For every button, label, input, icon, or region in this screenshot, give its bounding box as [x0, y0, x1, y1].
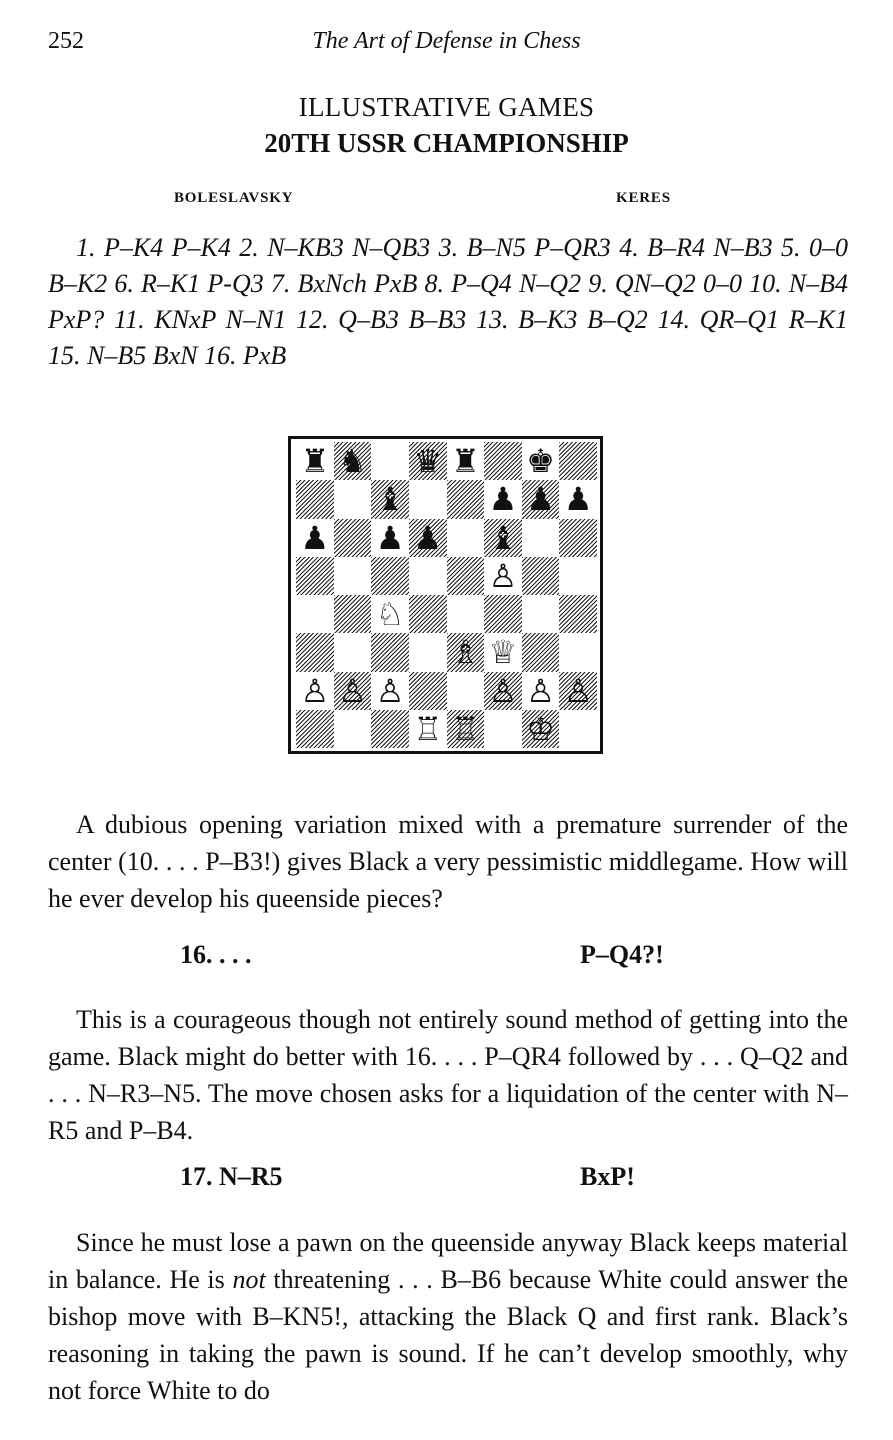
- square-c4: [371, 595, 409, 633]
- square-h5: [559, 557, 597, 595]
- square-d2: [409, 672, 447, 710]
- square-d7: [409, 480, 447, 518]
- square-a7: [296, 480, 334, 518]
- chess-piece-icon: ♜: [450, 442, 480, 481]
- square-h1: [559, 710, 597, 748]
- chess-piece-icon: ♝: [488, 518, 518, 557]
- square-a2: [296, 672, 334, 710]
- square-e1: [447, 710, 485, 748]
- chess-piece-icon: ♟: [526, 480, 555, 519]
- square-h2: [559, 672, 597, 710]
- square-c1: [371, 710, 409, 748]
- commentary-text: threatening . . . B–B6 because White could answer the bishop move with B–KN5!, attacking the Black Q and first rank. Black’s reasoning in taking the pawn is sound. If he can’t develop smoothly, why not force White to do: [48, 1265, 849, 1405]
- commentary-paragraph: This is a courageous though not entirely sound method of getting into the game. Black might do better with 16. . . . P–QR4 followed by . . . Q–Q2 and . . . N–R3–N5. The move chosen asks for a liquidation of the center with N–R5 and P–B4.: [48, 1005, 848, 1145]
- black-player: KERES: [616, 190, 671, 206]
- square-b8: [334, 442, 372, 480]
- square-f5: [484, 557, 522, 595]
- move-16-white: 16. . . .: [180, 940, 252, 969]
- square-a8: [296, 442, 334, 480]
- square-d3: [409, 633, 447, 671]
- chess-piece-icon: ♙: [563, 671, 593, 710]
- square-c5: [371, 557, 409, 595]
- running-title: The Art of Defense in Chess: [312, 28, 581, 54]
- game-moves: 1. P–K4 P–K4 2. N–KB3 N–QB3 3. B–N5 P–QR3 4. B–R4 N–B3 5. 0–0 B–K2 6. R–K1 P-Q3 7. BxNch PxB 8. P–Q4 N–Q2 9. QN–Q2 0–0 10. N–B4 PxP? 11. KNxP N–N1 12. Q–B3 B–B3 13. B–K3 B–Q2 14. QR–Q1 R–K1 15. N–B5 BxN 16. PxB: [48, 233, 848, 370]
- chess-piece-icon: ♝: [375, 480, 405, 519]
- square-b1: [334, 710, 372, 748]
- section-title: ILLUSTRATIVE GAMES: [298, 92, 595, 122]
- square-g5: [522, 557, 560, 595]
- square-g2: [522, 672, 560, 710]
- square-h4: [559, 595, 597, 633]
- square-g4: [522, 595, 560, 633]
- square-b7: [334, 480, 372, 518]
- square-e7: [447, 480, 485, 518]
- square-g8: [522, 442, 560, 480]
- chess-piece-icon: ♟: [413, 518, 443, 557]
- square-b5: [334, 557, 372, 595]
- chess-piece-icon: ♙: [488, 556, 518, 595]
- square-b4: [334, 595, 372, 633]
- square-h3: [559, 633, 597, 671]
- chess-piece-icon: ♙: [300, 671, 330, 710]
- chess-piece-icon: ♟: [563, 480, 593, 519]
- square-a3: [296, 633, 334, 671]
- emphasis-text: not: [232, 1265, 266, 1294]
- square-g6: [522, 519, 560, 557]
- square-e5: [447, 557, 485, 595]
- square-f1: [484, 710, 522, 748]
- square-h7: [559, 480, 597, 518]
- square-f4: [484, 595, 522, 633]
- square-e8: [447, 442, 485, 480]
- square-e3: [447, 633, 485, 671]
- square-e6: [447, 519, 485, 557]
- square-h6: [559, 519, 597, 557]
- chess-piece-icon: ♞: [338, 442, 367, 481]
- square-f8: [484, 442, 522, 480]
- square-c3: [371, 633, 409, 671]
- chess-piece-icon: ♙: [526, 671, 555, 710]
- chess-piece-icon: ♛: [413, 442, 443, 481]
- chess-piece-icon: ♟: [375, 518, 405, 557]
- chess-piece-icon: ♟: [300, 518, 330, 557]
- square-c7: [371, 480, 409, 518]
- square-f3: [484, 633, 522, 671]
- square-d4: [409, 595, 447, 633]
- square-a5: [296, 557, 334, 595]
- square-a4: [296, 595, 334, 633]
- section-subtitle: 20TH USSR CHAMPIONSHIP: [264, 128, 629, 158]
- chess-piece-icon: ♙: [375, 671, 405, 710]
- commentary-paragraph: [48, 1224, 848, 1409]
- chess-diagram: [288, 436, 603, 754]
- chess-piece-icon: ♗: [450, 633, 480, 672]
- square-a1: [296, 710, 334, 748]
- chess-piece-icon: ♟: [488, 480, 518, 519]
- chess-piece-icon: ♜: [300, 442, 330, 481]
- chess-piece-icon: ♖: [450, 709, 480, 748]
- square-d6: [409, 519, 447, 557]
- square-d1: [409, 710, 447, 748]
- chess-piece-icon: ♘: [375, 595, 405, 634]
- square-f6: [484, 519, 522, 557]
- commentary-paragraph: A dubious opening variation mixed with a premature surrender of the center (10. . . . P–B3!) gives Black a very pessimistic middlegame. How will he ever develop his queenside pieces?: [48, 810, 848, 913]
- move-16-black: P–Q4?!: [580, 940, 664, 969]
- square-f2: [484, 672, 522, 710]
- chess-piece-icon: ♖: [413, 709, 443, 748]
- chess-piece-icon: ♙: [488, 671, 518, 710]
- chess-piece-icon: ♕: [488, 633, 518, 672]
- square-f7: [484, 480, 522, 518]
- chess-piece-icon: ♔: [526, 709, 555, 748]
- square-e2: [447, 672, 485, 710]
- chess-board: [296, 442, 597, 748]
- square-g1: [522, 710, 560, 748]
- square-b2: [334, 672, 372, 710]
- square-g3: [522, 633, 560, 671]
- square-d8: [409, 442, 447, 480]
- chess-piece-icon: ♙: [338, 671, 367, 710]
- square-c6: [371, 519, 409, 557]
- square-a6: [296, 519, 334, 557]
- square-e4: [447, 595, 485, 633]
- white-player: BOLESLAVSKY: [174, 190, 294, 206]
- commentary-text: Since he must lose a pawn on the queenside anyway Black keeps material in balance. He is: [48, 1228, 848, 1294]
- move-17-white: 17. N–R5: [180, 1162, 283, 1191]
- move-17-black: BxP!: [580, 1162, 635, 1191]
- square-g7: [522, 480, 560, 518]
- square-c8: [371, 442, 409, 480]
- square-d5: [409, 557, 447, 595]
- square-h8: [559, 442, 597, 480]
- page-number: 252: [48, 28, 84, 54]
- square-b6: [334, 519, 372, 557]
- chess-piece-icon: ♚: [526, 442, 555, 481]
- square-b3: [334, 633, 372, 671]
- square-c2: [371, 672, 409, 710]
